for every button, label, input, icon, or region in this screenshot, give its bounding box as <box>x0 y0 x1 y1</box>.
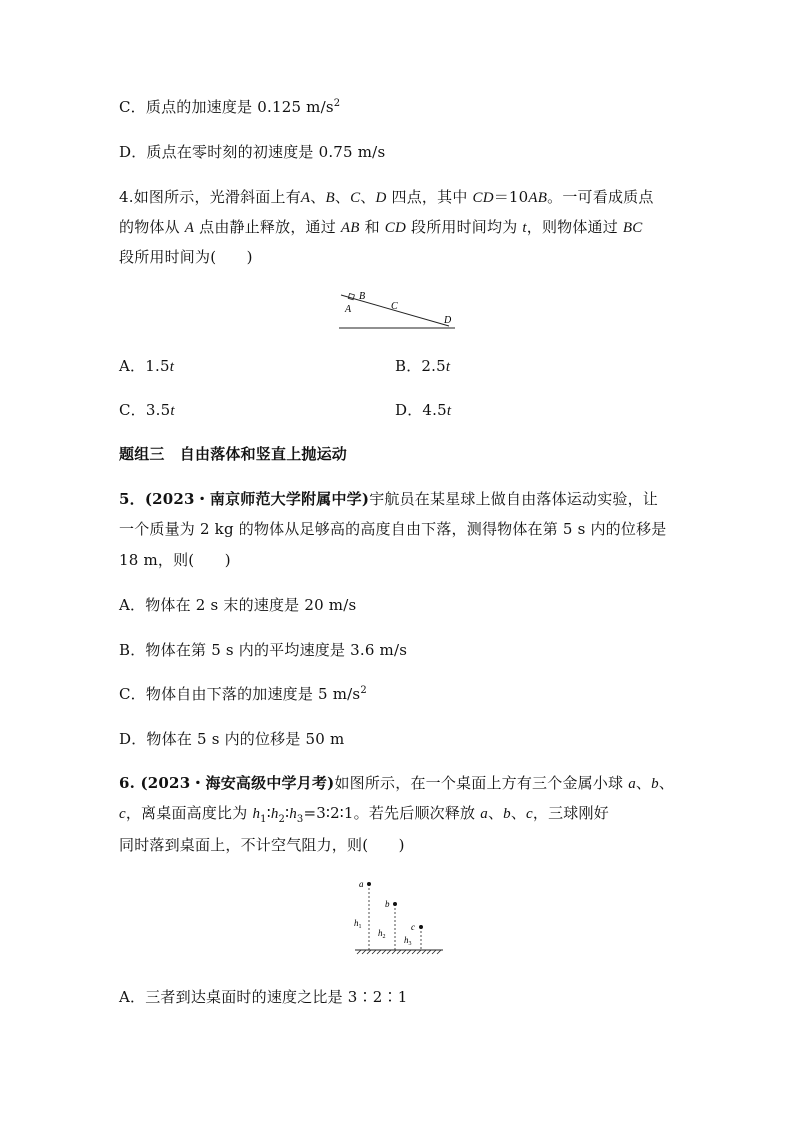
q6-stem-line-2: c，离桌面高度比为 $h_1∶h_2∶h_3=3∶2∶1$。若先后顺次释放 a、b、c，三球刚好 <box>119 804 609 825</box>
q5-stem-line-3: 18 m，则( ) <box>119 551 231 569</box>
label-b: B <box>359 291 366 302</box>
q3-option-d: D．质点在零时刻的初速度是 0.75 m/s <box>119 143 386 161</box>
q5-option-d: D．物体在 5 s 内的位移是 50 m <box>119 730 345 748</box>
q4-stem-line-1: 4.如图所示，光滑斜面上有A、B、C、D 四点，其中 CD＝10AB。一可看成质点 <box>119 188 654 206</box>
q5-option-b: B．物体在第 5 s 内的平均速度是 3.6 m/s <box>119 641 408 659</box>
q6-stem-line-1: 6. (2023・海安高级中学月考)如图所示，在一个桌面上方有三个金属小球 a、b、 <box>119 774 675 792</box>
table-hatch <box>357 950 441 954</box>
block-icon <box>348 294 354 300</box>
q4-stem-line-3: 段所用时间为( ) <box>119 248 253 266</box>
label-b: b <box>385 899 390 909</box>
q6-option-a: A．三者到达桌面时的速度之比是 3∶2∶1 <box>119 988 408 1006</box>
q4-option-c: C．3.5t <box>119 401 175 419</box>
q4-option-a: A．1.5t <box>119 357 175 375</box>
label-c: c <box>411 922 415 932</box>
ball-c <box>419 925 423 929</box>
ball-b <box>393 902 397 906</box>
label-c: C <box>391 301 398 312</box>
ball-a <box>367 882 371 886</box>
q5-option-a: A．物体在 2 s 末的速度是 20 m/s <box>119 596 357 614</box>
label-d: D <box>444 315 452 326</box>
q4-stem-line-2: 的物体从 A 点由静止释放，通过 AB 和 CD 段所用时间均为 t，则物体通过 BC <box>119 218 643 236</box>
q5-stem-line-1: 5．(2023・南京师范大学附属中学)宇航员在某星球上做自由落体运动实验，让 <box>119 490 658 508</box>
q3-option-c: C．质点的加速度是 0.125 $m/s^2$ <box>119 98 341 116</box>
label-a: A <box>345 304 352 315</box>
q6-balls-figure <box>345 870 445 960</box>
label-h1: $h_1$ <box>354 918 362 930</box>
q4-option-b: B．2.5t <box>395 357 451 375</box>
q5-option-c: C．物体自由下落的加速度是 5 $m/s^2$ <box>119 685 367 703</box>
label-h2: $h_2$ <box>378 928 386 940</box>
q6-stem-line-3: 同时落到桌面上，不计空气阻力，则( ) <box>119 836 405 854</box>
label-h3: $h_3$ <box>404 935 412 947</box>
q5-stem-line-2: 一个质量为 2 kg 的物体从足够高的高度自由下落，测得物体在第 5 s 内的位移是 <box>119 520 667 538</box>
label-a: a <box>359 879 364 889</box>
q4-incline-figure <box>335 285 460 335</box>
group3-title: 题组三 自由落体和竖直上抛运动 <box>119 445 348 463</box>
q4-option-d: D．4.5t <box>395 401 452 419</box>
